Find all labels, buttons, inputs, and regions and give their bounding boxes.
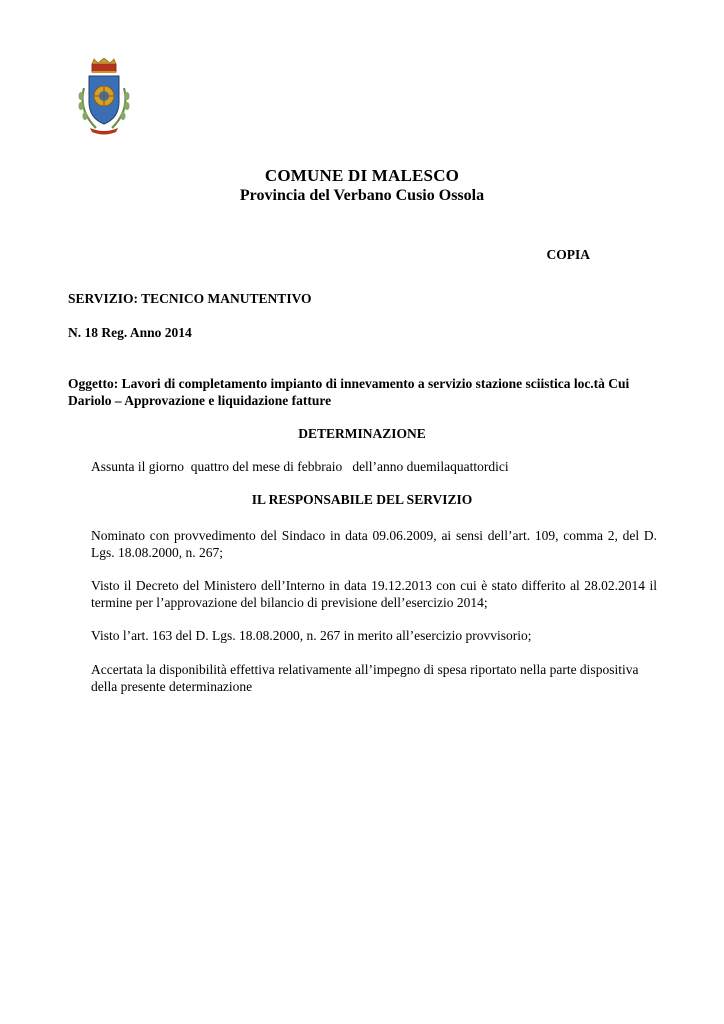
- document-header: [0, 166, 724, 206]
- oggetto-text: Oggetto: Lavori di completamento impianto di innevamento a servizio stazione sciistica loc.tà Cui Dariolo – Approvazione e liquidazione fatture: [68, 376, 630, 408]
- paragraph-nominato: Nominato con provvedimento del Sindaco in data 09.06.2009, ai sensi dell’art. 109, comma 2, del D. Lgs. 18.08.2000, n. 267;: [91, 528, 657, 560]
- servizio-line: SERVIZIO: TECNICO MANUTENTIVO: [68, 291, 312, 306]
- responsabile-heading: IL RESPONSABILE DEL SERVIZIO: [251, 492, 473, 507]
- determinazione-heading: DETERMINAZIONE: [298, 426, 426, 441]
- provincia-subtitle: Provincia del Verbano Cusio Ossola: [239, 187, 485, 204]
- paragraph-art-163: Visto l’art. 163 del D. Lgs. 18.08.2000, n. 267 in merito all’esercizio provvisorio;: [91, 628, 532, 643]
- paragraph-accertata: Accertata la disponibilità effettiva relativamente all’impegno di spesa riportato nella parte dispositiva della presente determinazione: [91, 662, 639, 694]
- registro-line: N. 18 Reg. Anno 2014: [68, 325, 192, 340]
- municipal-crest-icon: [74, 58, 134, 138]
- paragraph-decreto: Visto il Decreto del Ministero dell’Interno in data 19.12.2013 con cui è stato differito al 28.02.2014 il termine per l’approvazione del bilancio di previsione dell’esercizio 2014;: [91, 578, 657, 610]
- copia-label: COPIA: [546, 247, 590, 262]
- comune-title: COMUNE DI MALESCO: [264, 166, 460, 185]
- assunta-line: Assunta il giorno quattro del mese di febbraio dell’anno duemilaquattordici: [91, 459, 509, 474]
